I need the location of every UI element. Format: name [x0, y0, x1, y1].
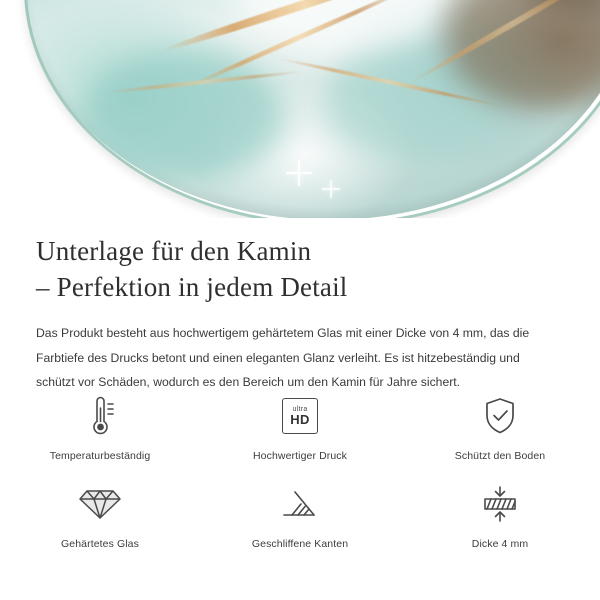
marble-blot	[84, 50, 284, 180]
ultra-hd-badge-bottom: HD	[290, 411, 310, 427]
feature-label: Hochwertiger Druck	[253, 450, 347, 462]
feature-label: Temperaturbeständig	[49, 450, 151, 462]
feature-label: Dicke 4 mm	[471, 538, 529, 550]
feature-temperature-resistant	[0, 392, 200, 462]
body-paragraph: Das Produkt besteht aus hochwertigem gehärtetem Glas mit einer Dicke von 4 mm, das die Farbtiefe des Drucks betont und einen eleganten Glanz verleiht. Es ist hitzebeständig und schützt vor Schäden, wodurch es den Bereich um den Kamin für Jahre sichert.	[36, 326, 530, 390]
feature-floor-protection	[400, 392, 600, 462]
hero-image	[0, 0, 600, 218]
ultra-hd-icon	[282, 392, 318, 440]
feature-high-quality-print	[200, 392, 400, 462]
headline-line-1: Unterlage für den Kamin	[36, 236, 312, 266]
headline-line-2: – Perfektion in jedem Detail	[36, 271, 348, 302]
feature-thickness	[400, 480, 600, 550]
feature-label: Geschliffene Kanten	[251, 538, 349, 550]
content-block	[0, 218, 600, 394]
page-title	[0, 218, 600, 305]
thickness-icon	[479, 480, 521, 528]
polished-edges-icon	[279, 480, 321, 528]
feature-grid	[0, 392, 600, 550]
feature-tempered-glass	[0, 480, 200, 550]
diamond-icon	[78, 480, 122, 528]
thermometer-icon	[80, 392, 120, 440]
ultra-hd-badge-top: ultra	[292, 405, 308, 413]
glass-panel-graphic	[24, 0, 600, 218]
feature-polished-edges	[200, 480, 400, 550]
feature-label: Schützt den Boden	[454, 450, 546, 462]
shield-check-icon	[480, 392, 520, 440]
feature-label: Gehärtetes Glas	[61, 538, 139, 550]
